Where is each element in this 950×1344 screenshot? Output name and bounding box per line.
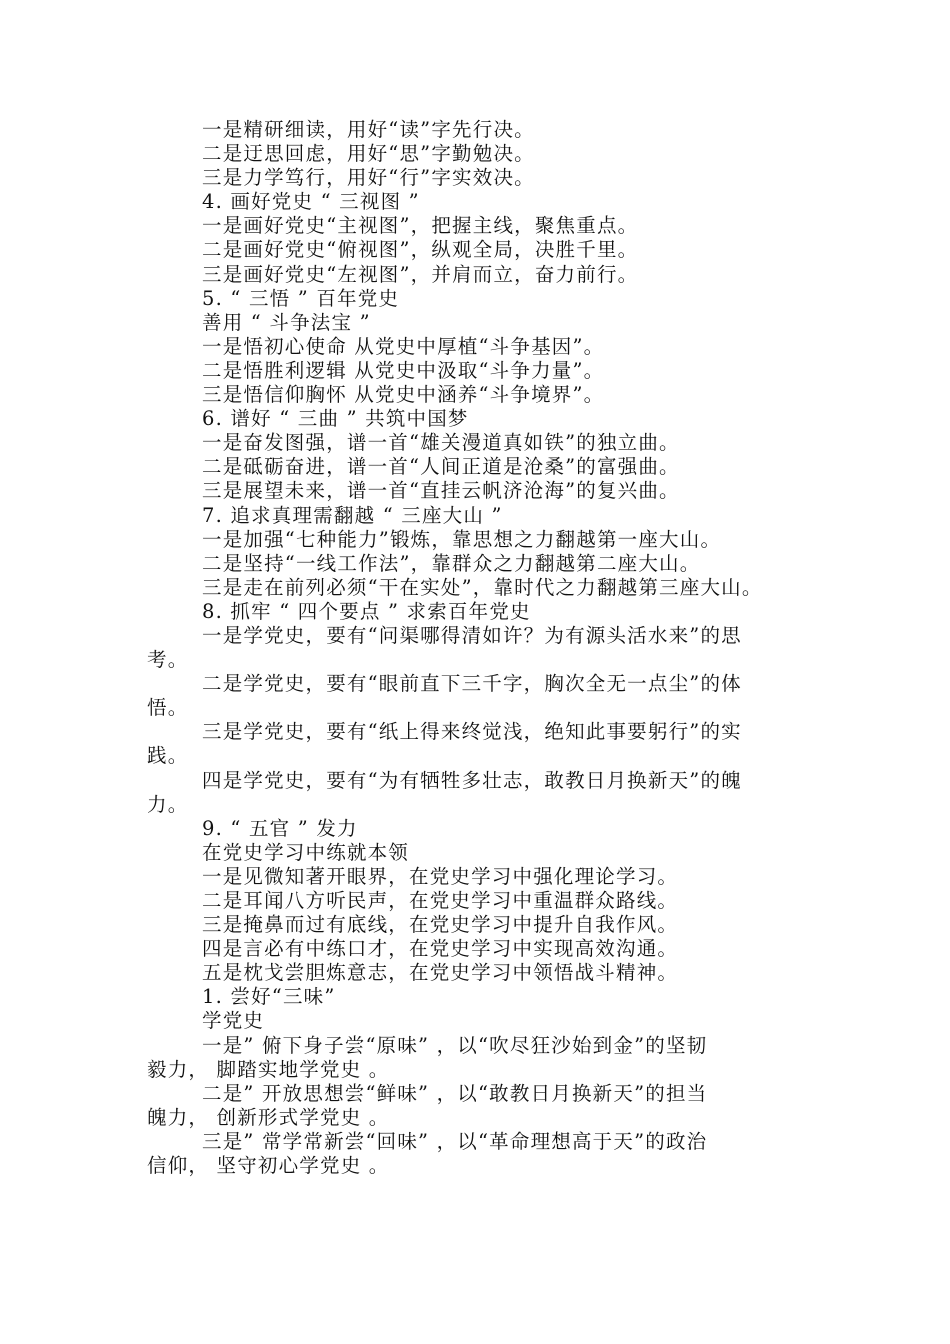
- text-line: 一是奋发图强，谱一首“雄关漫道真如铁”的独立曲。: [202, 431, 680, 455]
- section-heading: 5. “ 三悟 ” 百年党史: [202, 286, 400, 310]
- text-line: 一是见微知著开眼界，在党史学习中强化理论学习。: [202, 864, 679, 888]
- text-line: 四是学党史，要有“为有牺牲多壮志，敢教日月换新天”的魄: [202, 768, 742, 792]
- text-line: 五是枕戈尝胆炼意志，在党史学习中领悟战斗精神。: [202, 961, 679, 985]
- text-line: 二是砥砺奋进，谱一首“人间正道是沧桑”的富强曲。: [202, 455, 680, 479]
- text-line: 二是学党史，要有“眼前直下三千字，胸次全无一点尘”的体: [202, 672, 742, 696]
- text-line-continuation: 考。: [147, 648, 189, 672]
- text-line: 四是言必有中练口才，在党史学习中实现高效沟通。: [202, 937, 679, 961]
- section-subheading: 学党史: [202, 1009, 265, 1033]
- text-line-continuation: 毅力， 脚踏实地学党史 。: [147, 1057, 390, 1081]
- text-line: 三是” 常学常新尝“回味” ，以“革命理想高于天”的政治: [202, 1129, 708, 1153]
- text-line: 三是走在前列必须“干在实处”，靠时代之力翻越第三座大山。: [202, 575, 763, 599]
- text-line: 二是” 开放思想尝“鲜味” ，以“敢教日月换新天”的担当: [202, 1081, 708, 1105]
- text-line-continuation: 力。: [147, 792, 189, 816]
- text-line: 一是加强“七种能力”锻炼，靠思想之力翻越第一座大山。: [202, 527, 722, 551]
- section-heading: 6. 谱好 “ 三曲 ” 共筑中国梦: [202, 407, 469, 431]
- text-line: 一是画好党史“主视图”，把握主线，聚焦重点。: [202, 214, 639, 238]
- text-line-continuation: 践。: [147, 744, 189, 768]
- section-heading: 8. 抓牢 “ 四个要点 ” 求索百年党史: [202, 599, 531, 623]
- document-page: [0, 118, 950, 1178]
- text-line: 二是迂思回虑，用好“思”字勤勉决。: [202, 142, 535, 166]
- text-line: 一是精研细读，用好“读”字先行决。: [202, 118, 535, 141]
- text-line-continuation: 魄力， 创新形式学党史 。: [147, 1105, 390, 1129]
- section-subheading: 善用 “ 斗争法宝 ”: [202, 310, 371, 334]
- text-line: 三是掩鼻而过有底线，在党史学习中提升自我作风。: [202, 913, 679, 937]
- section-heading: 7. 追求真理需翻越 “ 三座大山 ”: [202, 503, 503, 527]
- text-line: 二是坚持“一线工作法”，靠群众之力翻越第二座大山。: [202, 551, 701, 575]
- text-line: 二是画好党史“俯视图”，纵观全局，决胜千里。: [202, 238, 639, 262]
- text-line: 三是悟信仰胸怀 从党史中涵养“斗争境界”。: [202, 383, 605, 407]
- text-line: 三是画好党史“左视图”，并肩而立，奋力前行。: [202, 262, 639, 286]
- text-line-continuation: 信仰， 坚守初心学党史 。: [147, 1154, 390, 1178]
- text-line: 一是学党史，要有“问渠哪得清如许？为有源头活水来”的思: [202, 623, 742, 647]
- text-line: 一是” 俯下身子尝“原味” ，以“吹尽狂沙始到金”的坚韧: [202, 1033, 708, 1057]
- section-heading: 1. 尝好“三味”: [202, 985, 336, 1009]
- section-heading: 9. “ 五官 ” 发力: [202, 816, 358, 840]
- section-heading: 4. 画好党史 “ 三视图 ”: [202, 190, 420, 214]
- text-line: 三是力学笃行，用好“行”字实效决。: [202, 166, 535, 190]
- text-line: 二是耳闻八方听民声，在党史学习中重温群众路线。: [202, 889, 679, 912]
- section-subheading: 在党史学习中练就本领: [202, 840, 410, 864]
- text-line: 三是展望未来，谱一首“直挂云帆济沧海”的复兴曲。: [202, 479, 680, 503]
- text-line: 二是悟胜利逻辑 从党史中汲取“斗争力量”。: [202, 358, 605, 382]
- text-line: 一是悟初心使命 从党史中厚植“斗争基因”。: [202, 334, 605, 358]
- text-line: 三是学党史，要有“纸上得来终觉浅，绝知此事要躬行”的实: [202, 720, 742, 744]
- text-line-continuation: 悟。: [147, 696, 189, 720]
